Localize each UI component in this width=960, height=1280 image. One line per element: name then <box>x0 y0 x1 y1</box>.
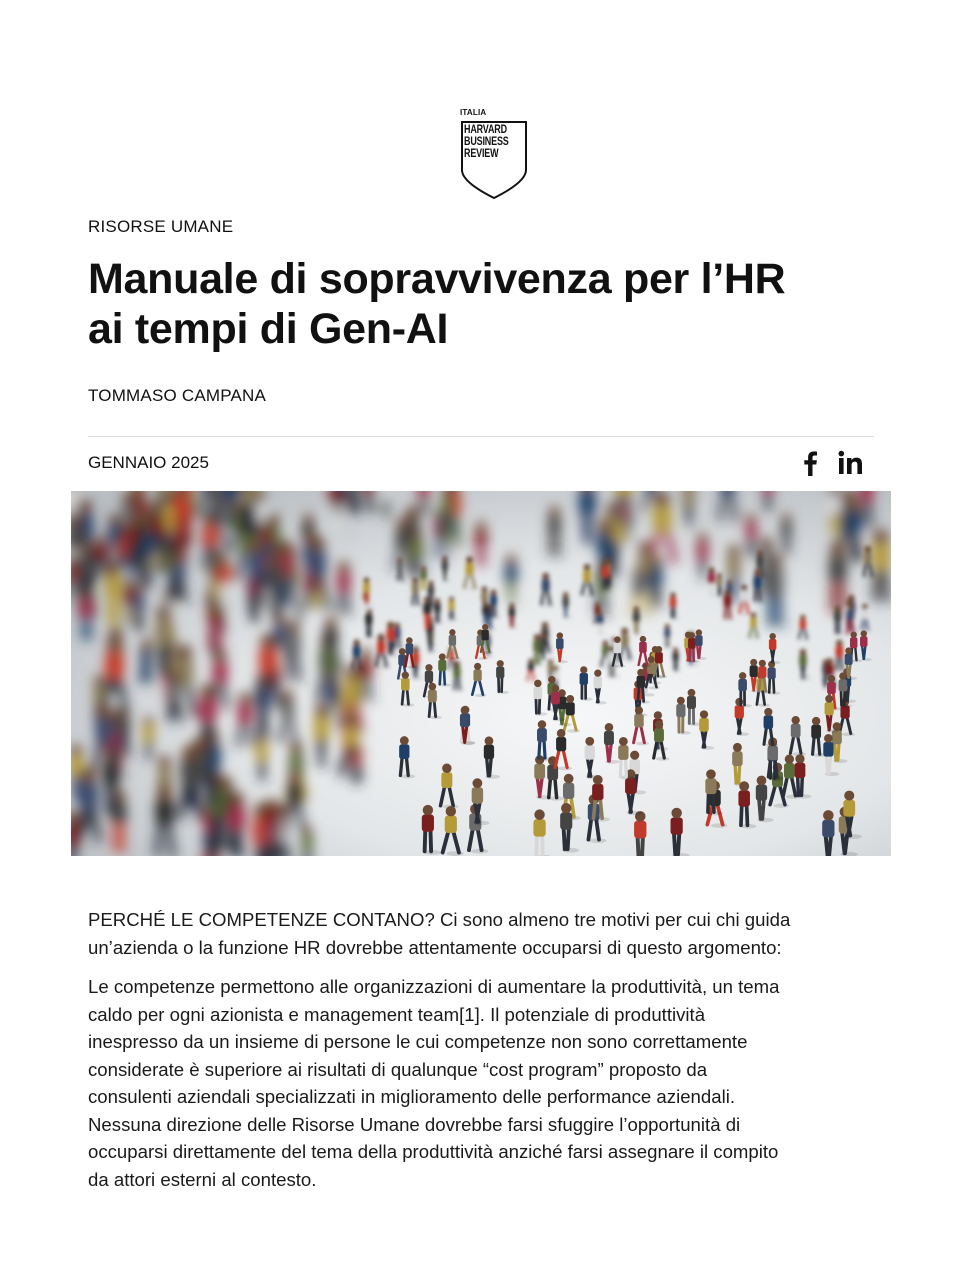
share-bar <box>796 448 868 480</box>
article-title <box>88 254 888 354</box>
hero-image <box>71 491 891 856</box>
text-line: Nessuna direzione delle Risorse Umane dovrebbe farsi sfuggire l’opportunità di <box>88 1113 741 1135</box>
text-line: PERCHÉ LE COMPETENZE CONTANO? Ci sono almeno tre motivi per cui chi guida <box>88 909 791 930</box>
body-paragraph <box>88 973 878 1193</box>
text-line: caldo per ogni azionista e management team[1]. Il potenziale di produttività <box>88 1003 706 1025</box>
logo-line: BUSINESS <box>464 136 509 148</box>
facebook-icon[interactable] <box>796 448 826 478</box>
title-line: Manuale di sopravvivenza per l’HR <box>88 255 786 303</box>
article-author[interactable]: TOMMASO CAMPANA <box>88 386 267 405</box>
divider <box>88 436 874 437</box>
text-line: consulenti aziendali specializzati in miglioramento delle performance aziendali. <box>88 1086 735 1107</box>
intro-paragraph <box>88 906 878 961</box>
linkedin-icon[interactable] <box>836 448 866 478</box>
logo-line: HARVARD <box>464 124 507 136</box>
logo-kicker: ITALIA <box>460 108 487 117</box>
logo-line: REVIEW <box>464 148 499 160</box>
article-date: GENNAIO 2025 <box>88 453 209 472</box>
text-line: Le competenze permettono alle organizzazioni di aumentare la produttività, un tema <box>88 976 780 997</box>
text-line: un’azienda o la funzione HR dovrebbe attentamente occuparsi di questo argomento: <box>88 936 782 958</box>
text-line: inespresso da un insieme di persone le cui competenze non sono correttamente <box>88 1031 748 1052</box>
text-line: considerate è superiore ai risultati di qualunque “cost program” proposto da <box>88 1058 708 1080</box>
text-line: occuparsi direttamente del tema della produttività anziché farsi assegnare il compito <box>88 1141 779 1162</box>
hbr-logo[interactable] <box>460 108 528 200</box>
title-line: ai tempi di Gen-AI <box>88 305 449 353</box>
text-line: da attori esterni al contesto. <box>88 1168 317 1190</box>
logo-wordmark <box>464 124 511 160</box>
article-category[interactable]: RISORSE UMANE <box>88 217 234 236</box>
